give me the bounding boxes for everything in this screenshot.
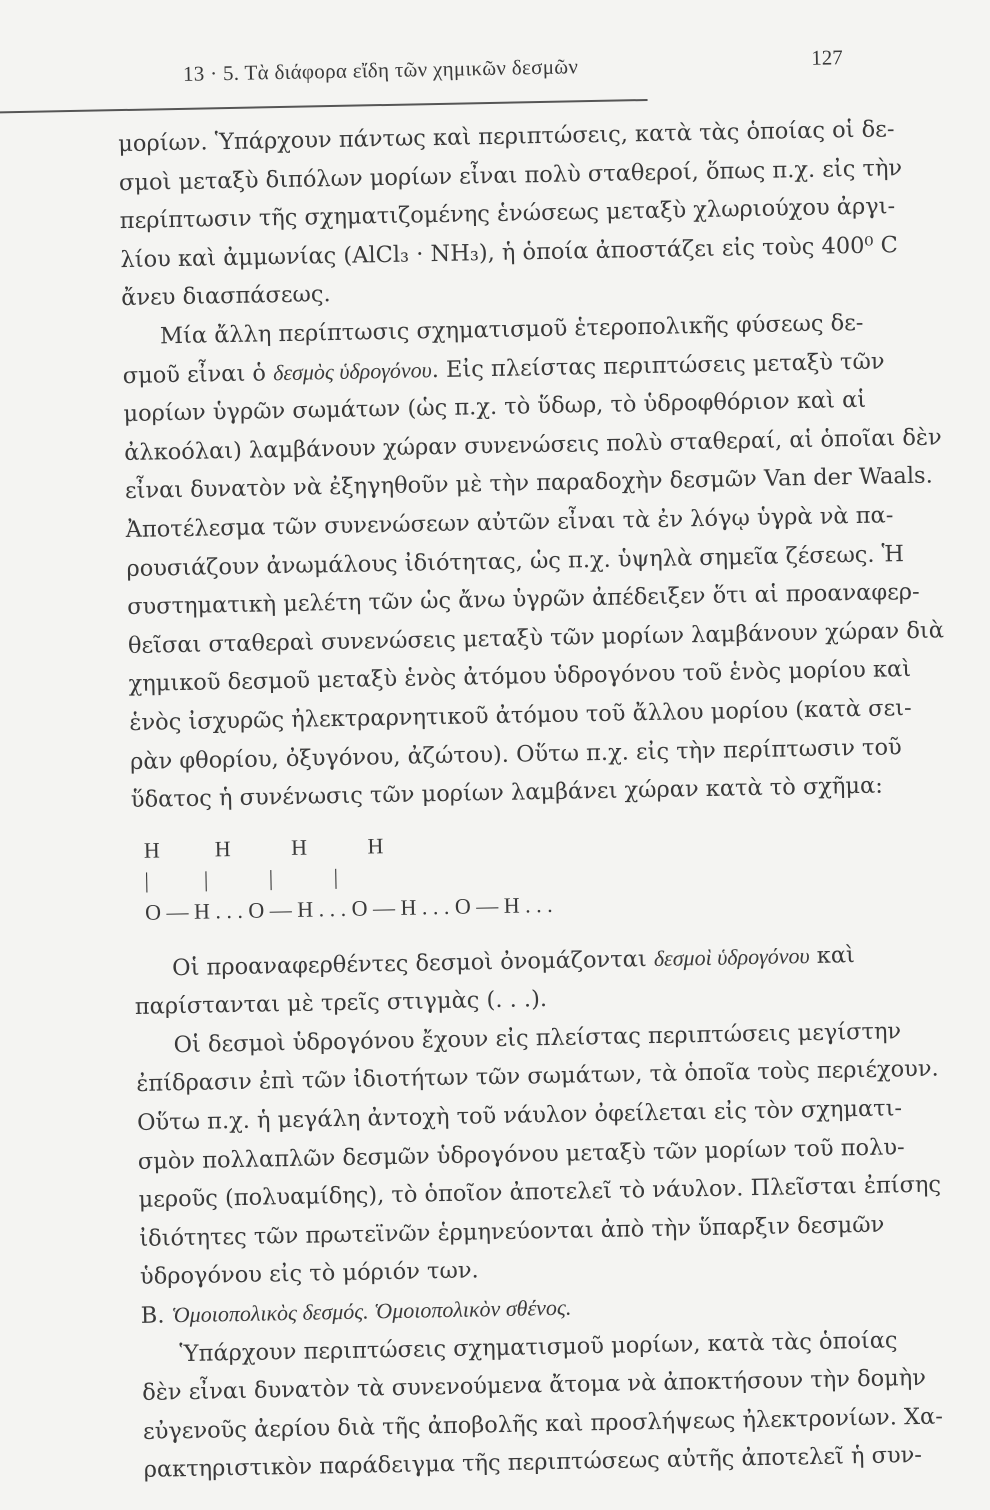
text-line: ἑνὸς ἰσχυρῶς ἠλεκτραρνητικοῦ ἀτόμου τοῦ ἄλλου μορίου (κατὰ σει-	[129, 694, 912, 736]
running-head: 13 · 5. Τὰ διάφορα εἴδη τῶν χημικῶν δεσμῶν	[182, 54, 579, 86]
hydrogen-bond-formula	[132, 817, 874, 939]
page-number: 127	[811, 45, 843, 70]
page-header	[183, 41, 844, 94]
text-line: Ὑπάρχουν περιπτώσεις σχηματισμοῦ μορίων, κατὰ τὰς ὁποίας	[179, 1327, 898, 1367]
text-line: Οἱ δεσμοὶ ὑδρογόνου ἔχουν εἰς πλείστας περιπτώσεις μεγίστην	[173, 1018, 902, 1059]
text-line: ὑδρογόνου εἰς τὸ μόριόν των.	[139, 1257, 479, 1291]
formula-row-hydrogens: H H H H	[143, 832, 384, 863]
text-line: λίου καὶ ἀμμωνίας (AlCl₃ · NH₃), ἡ ὁποία ἀποστάζει εἰς τοὺς 400⁰ C	[120, 231, 899, 273]
text-line: ὕδατος ἡ συνένωσις τῶν μορίων λαμβάνει χώραν κατὰ τὸ σχῆμα:	[130, 772, 884, 814]
text-line: σμὸν πολλαπλῶν δεσμῶν ὑδρογόνου μεταξὺ τῶν μορίων τοῦ πολυ-	[137, 1133, 905, 1175]
text-line: θεῖσαι σταθεραὶ συνενώσεις μεταξὺ τῶν μορίων λαμβάνουν χώραν διὰ	[127, 617, 945, 659]
text-line: Ἀποτέλεσμα τῶν συνενώσεων αὐτῶν εἶναι τὰ ἐν λόγῳ ὑγρὰ νὰ πα-	[125, 502, 894, 543]
section-letter: Β.	[140, 1302, 172, 1329]
text-line: περίπτωσιν τῆς σχηματιζομένης ἑνώσεως μεταξὺ χλωριούχου ἀργι-	[119, 193, 896, 235]
text-line: ρὰν φθορίου, ὀξυγόνου, ἀζώτου). Οὕτω π.χ. εἰς τὴν περίπτωσιν τοῦ	[129, 733, 902, 775]
text-line: μεροῦς (πολυαμίδης), τὸ ὁποῖον ἀποτελεῖ τὸ νάυλον. Πλεῖσται ἐπίσης	[138, 1171, 942, 1214]
text-span: . Εἰς πλείστας περιπτώσεις μεταξὺ τῶν	[431, 348, 885, 383]
text-line: εὐγενοῦς ἀερίου διὰ τῆς ἀποβολῆς καὶ προσλήψεως ἠλεκτρονίων. Χα-	[142, 1403, 944, 1445]
section-title: Ὁμοιοπολικὸς δεσμός. Ὁμοιοπολικὸν σθένος.	[171, 1294, 572, 1328]
text-line: δὲν εἶναι δυνατὸν τὰ συνενούμενα ἄτομα νὰ ἀποκτήσουν τὴν δομὴν	[142, 1365, 927, 1407]
text-line: ἰδιότητες τῶν πρωτεϊνῶν ἑρμηνεύονται ἀπὸ τὴν ὕπαρξιν δεσμῶν	[139, 1211, 885, 1252]
text-line: μορίων. Ὑπάρχουν πάντως καὶ περιπτώσεις, κατὰ τὰς ὁποίας οἱ δε-	[118, 116, 895, 158]
text-line: παρίστανται μὲ τρεῖς στιγμὰς (. . .).	[134, 986, 548, 1021]
text-span: καὶ	[809, 941, 856, 969]
italic-term: δεσμοὶ ὑδρογόνου	[653, 942, 810, 971]
text-line: ρακτηριστικὸν παράδειγμα τῆς περιπτώσεως αὐτῆς ἀποτελεῖ ἡ συν-	[143, 1442, 923, 1484]
italic-term: δεσμὸς ὑδρογόνου	[272, 356, 432, 385]
text-line: εἶναι δυνατὸν νὰ ἐξηγηθοῦν μὲ τὴν παραδοχὴν δεσμῶν Van der Waals.	[124, 462, 933, 505]
text-span: σμοῦ εἶναι ὁ	[122, 359, 274, 389]
text-line: χημικοῦ δεσμοῦ μεταξὺ ἑνὸς ἀτόμου ὑδρογόνου τοῦ ἑνὸς μορίου καὶ	[128, 656, 912, 698]
text-line: σμοὶ μεταξὺ διπόλων μορίων εἶναι πολὺ σταθεροί, ὅπως π.χ. εἰς τὴν	[118, 154, 903, 196]
text-line: Μία ἄλλη περίπτωσις σχηματισμοῦ ἑτεροπολικῆς φύσεως δε-	[159, 309, 864, 350]
formula-row-chain: O — H . . . O — H . . . O — H . . . O — H . . .	[144, 891, 553, 925]
text-line: ἐπίδρασιν ἐπὶ τῶν ἰδιοτήτων τῶν σωμάτων, τὰ ὁποῖα τοὺς περιέχουν.	[136, 1056, 939, 1098]
header-rule	[0, 99, 648, 114]
formula-row-bonds: | | | |	[144, 863, 339, 893]
body-text	[118, 111, 945, 1490]
text-line: ἄνευ διασπάσεως.	[121, 281, 331, 312]
text-line: συστηματικὴ μελέτη τῶν ὡς ἄνω ὑγρῶν ἀπέδειξεν ὅτι αἱ προαναφερ-	[126, 578, 920, 621]
text-line: ρουσιάζουν ἀνωμάλους ἰδιότητας, ὡς π.χ. ὑψηλὰ σημεῖα ζέσεως. Ἡ	[126, 540, 905, 582]
text-line: ἀλκοόλαι) λαμβάνουν χώραν συνενώσεις πολὺ σταθεραί, αἱ ὁποῖαι δὲν	[123, 424, 942, 466]
text-line: Οὕτω π.χ. ἡ μεγάλη ἀντοχὴ τοῦ νάυλον ὀφείλεται εἰς τὸν σχηματι-	[136, 1095, 903, 1136]
text-line: μορίων ὑγρῶν σωμάτων (ὡς π.χ. τὸ ὕδωρ, τὸ ὑδροφθόριον καὶ αἱ	[123, 386, 867, 428]
text-span: Οἱ προαναφερθέντες δεσμοὶ ὀνομάζονται	[171, 945, 655, 981]
